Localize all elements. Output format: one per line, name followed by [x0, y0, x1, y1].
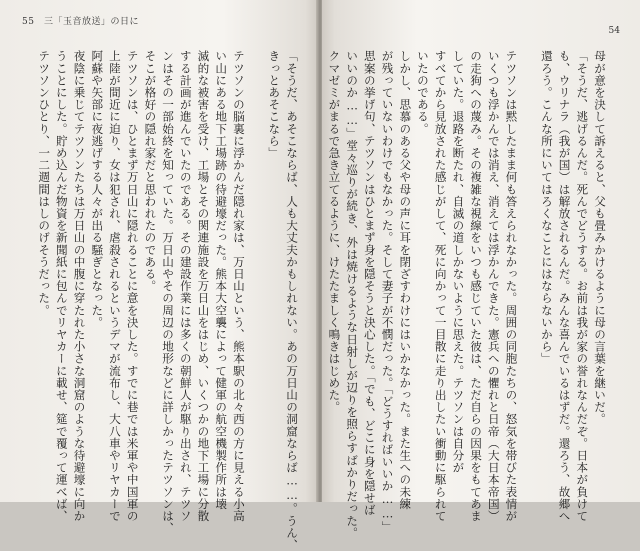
text-line: ンはその一部始終を知っていた。万日山やその周辺の地形などに詳しかったテツソンは、: [161, 50, 176, 534]
text-line: テツソンの脳裏に浮かんだ隠れ家は、万日山という、熊本駅の北々西の方に見える小高: [231, 50, 246, 522]
blank-line: [247, 50, 265, 480]
text-line: きっとあそこなら」: [267, 50, 282, 159]
text-line: クマゼミがまるで急き立てるように、けたたましく鳴きはじめた。: [327, 50, 342, 413]
running-header: 55 三「玉音放送」の日に: [22, 17, 139, 27]
text-line: テツソンは黙したまま何も答えられなかった。周囲の同胞たちの、怒気を帯びた表情が: [504, 50, 519, 522]
text-line: する計画が進んでいたのである。その建設作業には多くの朝鮮人が駆り出され、テツソ: [178, 50, 193, 522]
text-line: うことにした。貯め込んだ物資を新聞紙に包んでリヤカーに載せ、筵で覆って運べば、: [54, 50, 69, 522]
text-line: いいのか……」堂々巡りが続き、外は焼けるような日射しが辺りを照らすばかりだった。: [345, 50, 360, 539]
text-line: も、ウリナラ（我が国）は解放されるんだ。みんな喜んでいるはずだ。還ろう、故郷へ: [557, 50, 572, 522]
text-line: していた。退路を断たれ、自滅の道しかないように思えた。テツソンは自分が: [451, 50, 466, 474]
text-line: 夜陰に乗じてテツソンたちは万日山の中腹に穿たれた小さな洞窟のような待避壕に向か: [72, 50, 87, 522]
text-line: 「そうだ、逃げるんだ。死んでどうする。お前は我が家の誉れなんだぞ。日本が負けて: [575, 50, 590, 522]
right-page: [322, 0, 640, 539]
text-line: 母が意を決して訴えると、父も畳みかけるように母の言葉を継いだ。: [593, 50, 607, 426]
text-line: すべてから見放された感じがして、死に向かって一目散に走り出したい衝動に駆られて: [433, 50, 448, 522]
text-line: い山にある地下工場跡の待避壕だった。熊本大空襲によって健軍の航空機製作所は壊: [214, 50, 229, 510]
blank-line: [519, 50, 537, 480]
text-line: 「そうだ、あそこならば、人も大丈夫かもしれない。あの万日山の洞窟ならば……。うん、: [285, 50, 299, 551]
text-line: しかし、思慕のある父や母の声に耳を閉ざすわけにはいかなかった。また生への未練: [398, 50, 413, 510]
text-line: が残っていないわけでもなかった。そして妻子が不憫だった。「どうすればいいか……」: [380, 50, 395, 533]
page-number: 54: [608, 26, 620, 36]
text-line: 思案の挙げ句、テツソンはひとまず身を隠そうと決心した。「でも、どこに身を隠せば: [362, 50, 377, 517]
text-line: 上陸が間近に迫り、女は犯され、虐殺されるというデマが流布し、大八車やリヤカーで: [107, 50, 122, 522]
text-line: の走狗への蔑み。その複雑な視線をいつも感じていた彼は、ただ自らの因果をもてあま: [469, 50, 484, 522]
text-line: 阿蘇や矢部に夜逃げする人々が出る騒ぎとなった。: [90, 50, 105, 329]
text-line: 還ろう。こんな所にいてはろくなことにはならないから」: [539, 50, 554, 365]
text-line: 滅的な被害を受け、工場とその関連施設を万日山をはじめ、いくつかの地下工場に分散: [196, 50, 211, 522]
left-body-text: [18, 50, 300, 551]
left-page: [0, 0, 318, 551]
text-line: テツソンひとり、一二週間はしのげそうだった。: [37, 50, 52, 317]
text-line: いくつも浮かんでは消え、消えては浮かんできた。憲兵への懼れと日帝（大日本帝国）: [486, 50, 501, 522]
right-body-text: [327, 50, 608, 539]
text-line: そこが格好の隠れ家だと思われたのである。: [143, 50, 158, 292]
text-line: テツソンは、ひとまず万日山に隠れることに意を決した。すでに巷では米軍や中国軍の: [125, 50, 140, 522]
text-line: いたのである。: [415, 50, 430, 135]
